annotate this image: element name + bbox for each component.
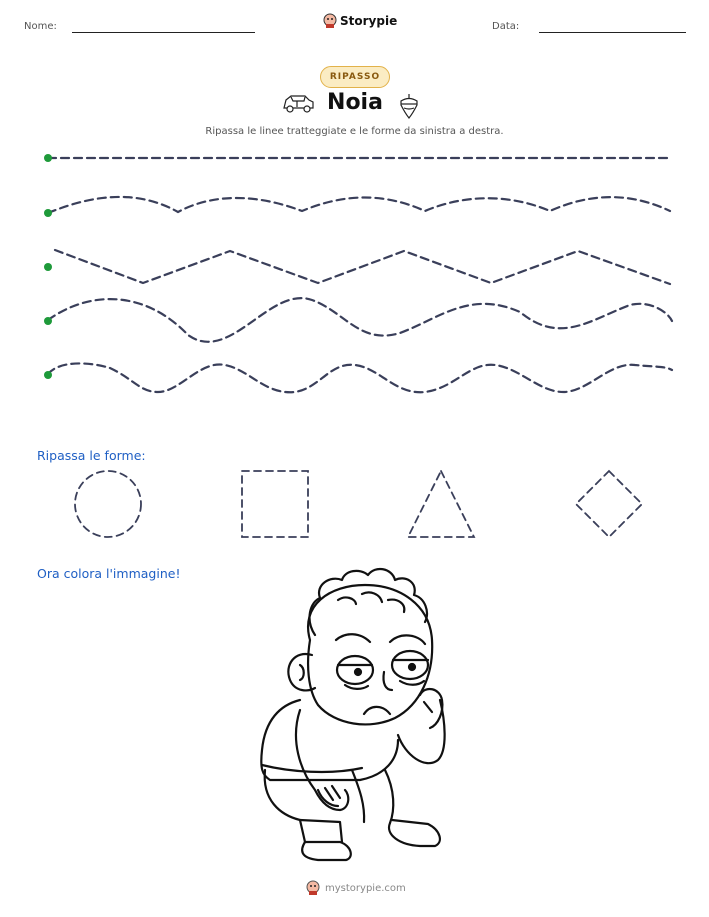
- start-dot-4: [44, 317, 52, 325]
- bored-boy-illustration[interactable]: [261, 569, 444, 860]
- trace-shape-square[interactable]: [242, 471, 308, 537]
- start-dot-3: [44, 263, 52, 271]
- instructions: Ripassa le linee tratteggiate e le forme da sinistra a destra.: [205, 126, 504, 137]
- trace-shape-circle[interactable]: [75, 471, 141, 537]
- trace-line-wave[interactable]: [48, 298, 672, 342]
- trace-line-smooth-wave[interactable]: [48, 197, 670, 213]
- date-label: Data:: [492, 21, 520, 32]
- review-badge: RIPASSO: [320, 66, 390, 88]
- brand-name: Storypie: [340, 14, 398, 28]
- trace-line-bumpy-wave[interactable]: [48, 363, 672, 392]
- name-label: Nome:: [24, 21, 57, 32]
- start-dot-1: [44, 154, 52, 162]
- trace-shape-triangle[interactable]: [408, 471, 474, 537]
- start-dot-5: [44, 371, 52, 379]
- color-section-label: Ora colora l'immagine!: [37, 566, 181, 581]
- shapes-section-label: Ripassa le forme:: [37, 448, 146, 463]
- spinning-top-icon: [401, 94, 417, 118]
- start-dot-2: [44, 209, 52, 217]
- storypie-mascot-icon: [306, 880, 320, 896]
- footer-site[interactable]: mystorypie.com: [325, 882, 406, 894]
- trace-shape-diamond[interactable]: [576, 471, 642, 537]
- toy-car-icon: [284, 96, 313, 112]
- trace-line-zigzag[interactable]: [55, 250, 670, 284]
- worksheet-title: Noia: [327, 90, 383, 115]
- footer-brand: [306, 880, 406, 896]
